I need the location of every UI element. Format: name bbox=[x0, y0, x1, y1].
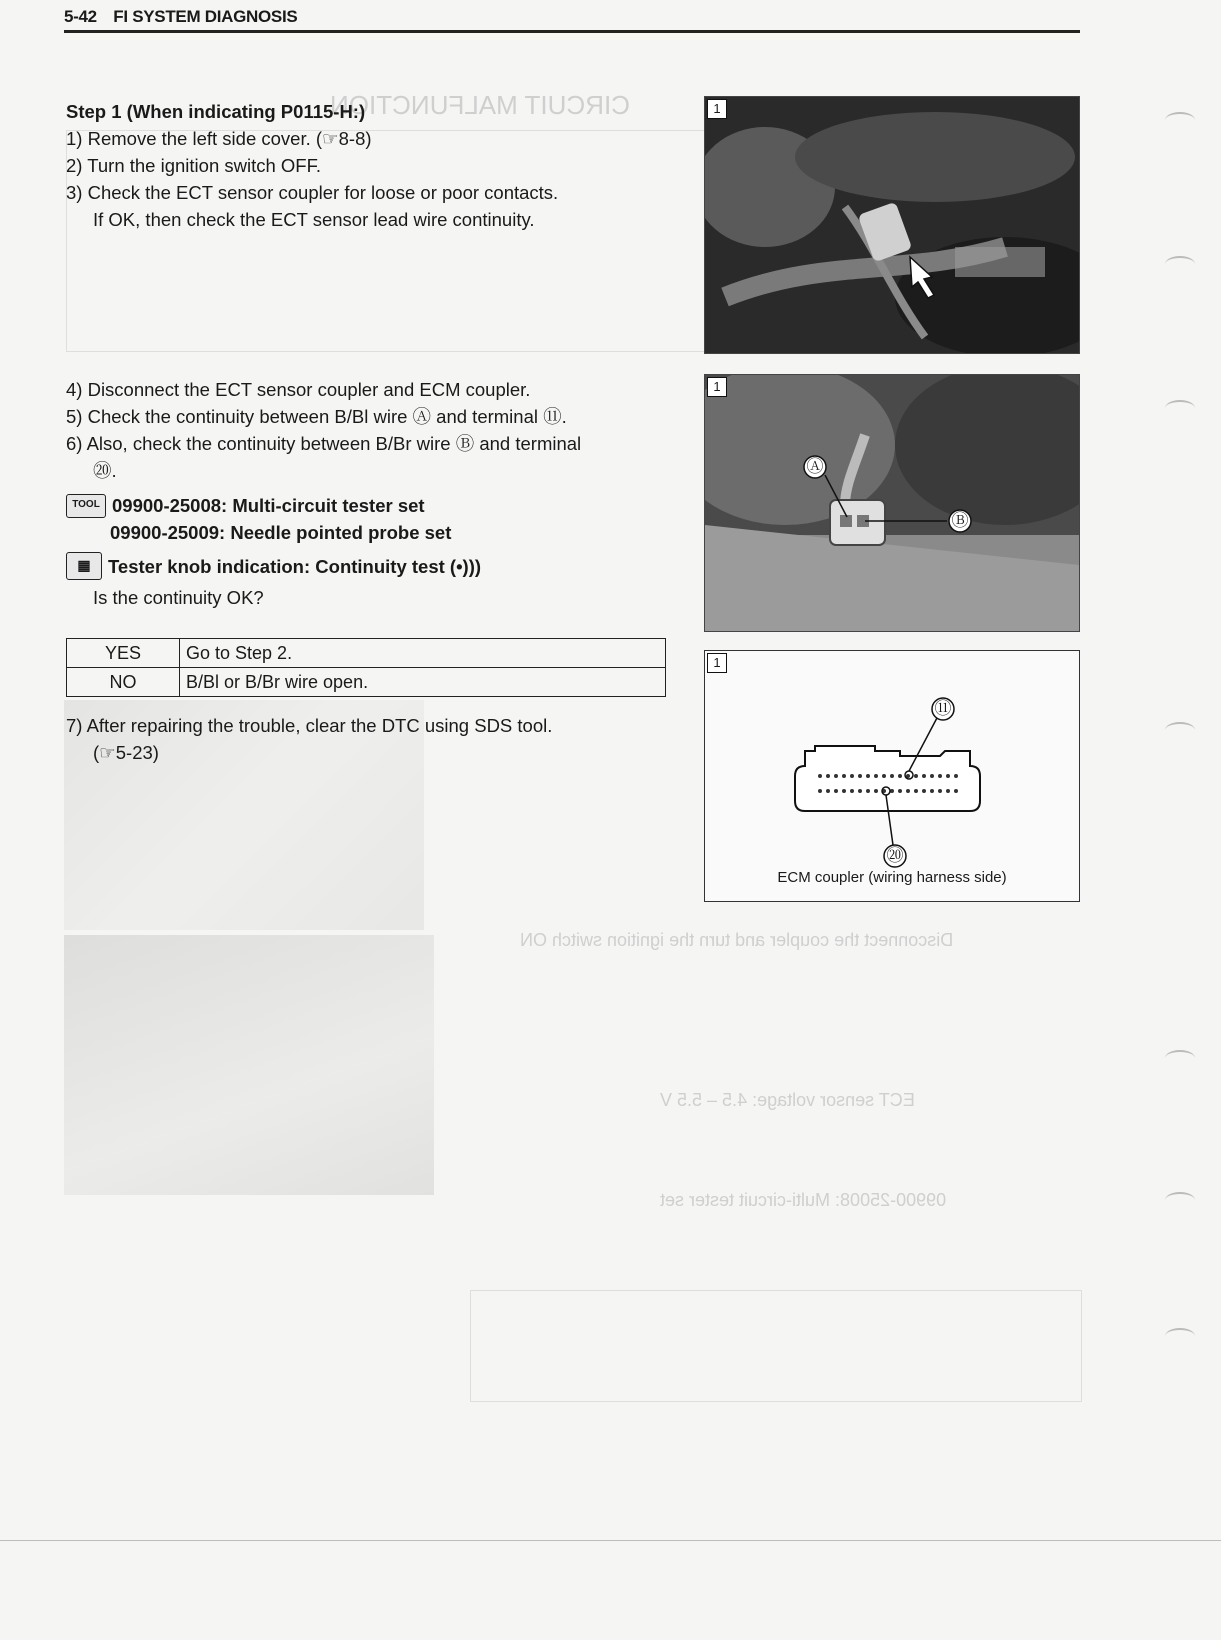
bleed-through-text: 09900-25008: Multi-circuit tester set bbox=[660, 1190, 947, 1210]
coupler-photo bbox=[705, 375, 1079, 631]
tester-knob-line bbox=[66, 552, 686, 580]
step-item: 7) After repairing the trouble, clear the DTC using SDS tool. bbox=[66, 715, 553, 736]
figure-badge: 1 bbox=[707, 99, 727, 119]
result-key: YES bbox=[67, 639, 180, 668]
result-key: NO bbox=[67, 668, 180, 697]
bleed-through-photo bbox=[64, 935, 434, 1195]
bleed-through-text: ECT sensor voltage: 4.5 – 5.5 V bbox=[660, 1090, 915, 1110]
step-item: 6) Also, check the continuity between B/Br wire Ⓑ and terminal bbox=[66, 433, 582, 454]
result-value: B/Bl or B/Br wire open. bbox=[180, 668, 666, 697]
tester-knob-text: Tester knob indication: Continuity test (•))) bbox=[108, 555, 482, 577]
tool-part-number: 09900-25009: Needle pointed probe set bbox=[110, 522, 452, 543]
callout-a: Ⓐ bbox=[806, 457, 824, 476]
step-7-block bbox=[66, 712, 686, 766]
photo-ect-sensor-location bbox=[704, 96, 1080, 354]
tool-part-number: 09900-25008: Multi-circuit tester set bbox=[112, 495, 425, 516]
step-1-block bbox=[66, 98, 666, 233]
engine-photo bbox=[705, 97, 1079, 353]
figure-badge: 1 bbox=[707, 377, 727, 397]
step-item: 5) Check the continuity between B/Bl wire Ⓐ and terminal ⑪. bbox=[66, 406, 567, 427]
step-note: If OK, then check the ECT sensor lead wire continuity. bbox=[93, 209, 535, 230]
step-item: 3) Check the ECT sensor coupler for loose or poor contacts. bbox=[66, 182, 559, 203]
binding-mark bbox=[1165, 400, 1195, 416]
photo-ect-coupler bbox=[704, 374, 1080, 632]
ecm-coupler-diagram bbox=[704, 650, 1080, 902]
binding-mark bbox=[1165, 256, 1195, 272]
step-item-continuation: ⑳. bbox=[93, 460, 117, 481]
result-table bbox=[66, 638, 666, 697]
figure-badge: 1 bbox=[707, 653, 727, 673]
bleed-through-table bbox=[470, 1290, 1082, 1402]
tool-line bbox=[66, 492, 686, 519]
page-fold-line bbox=[0, 1540, 1221, 1541]
page-number: 5-42 bbox=[64, 7, 97, 26]
tester-knob-icon: ▦ bbox=[66, 552, 102, 580]
table-row bbox=[67, 639, 666, 668]
page-header bbox=[64, 4, 1080, 33]
binding-mark bbox=[1165, 1192, 1195, 1208]
terminal-24-label: ⑳ bbox=[886, 846, 904, 865]
step-1-continuity-block bbox=[66, 376, 686, 611]
binding-mark bbox=[1165, 1050, 1195, 1066]
binding-mark bbox=[1165, 1328, 1195, 1344]
table-row bbox=[67, 668, 666, 697]
tool-icon: TOOL bbox=[66, 494, 106, 518]
terminal-11-label: ⑪ bbox=[934, 699, 952, 718]
diagram-caption: ECM coupler (wiring harness side) bbox=[777, 869, 1007, 886]
question-text: Is the continuity OK? bbox=[93, 587, 264, 608]
bleed-through-text: Disconnect the coupler and turn the ignition switch ON bbox=[520, 930, 954, 950]
bleed-through-text: CIRCUIT MALFUNCTION bbox=[330, 90, 630, 120]
binding-mark bbox=[1165, 722, 1195, 738]
step-title: Step 1 (When indicating P0115-H:) bbox=[66, 101, 366, 122]
section-title: FI SYSTEM DIAGNOSIS bbox=[113, 7, 298, 26]
step-item: 1) Remove the left side cover. (☞8-8) bbox=[66, 128, 372, 149]
result-value: Go to Step 2. bbox=[180, 639, 666, 668]
binding-mark bbox=[1165, 112, 1195, 128]
step-item: 4) Disconnect the ECT sensor coupler and ECM coupler. bbox=[66, 379, 531, 400]
step-item: 2) Turn the ignition switch OFF. bbox=[66, 155, 321, 176]
step-reference: (☞5-23) bbox=[93, 742, 159, 763]
callout-b: Ⓑ bbox=[951, 511, 969, 530]
